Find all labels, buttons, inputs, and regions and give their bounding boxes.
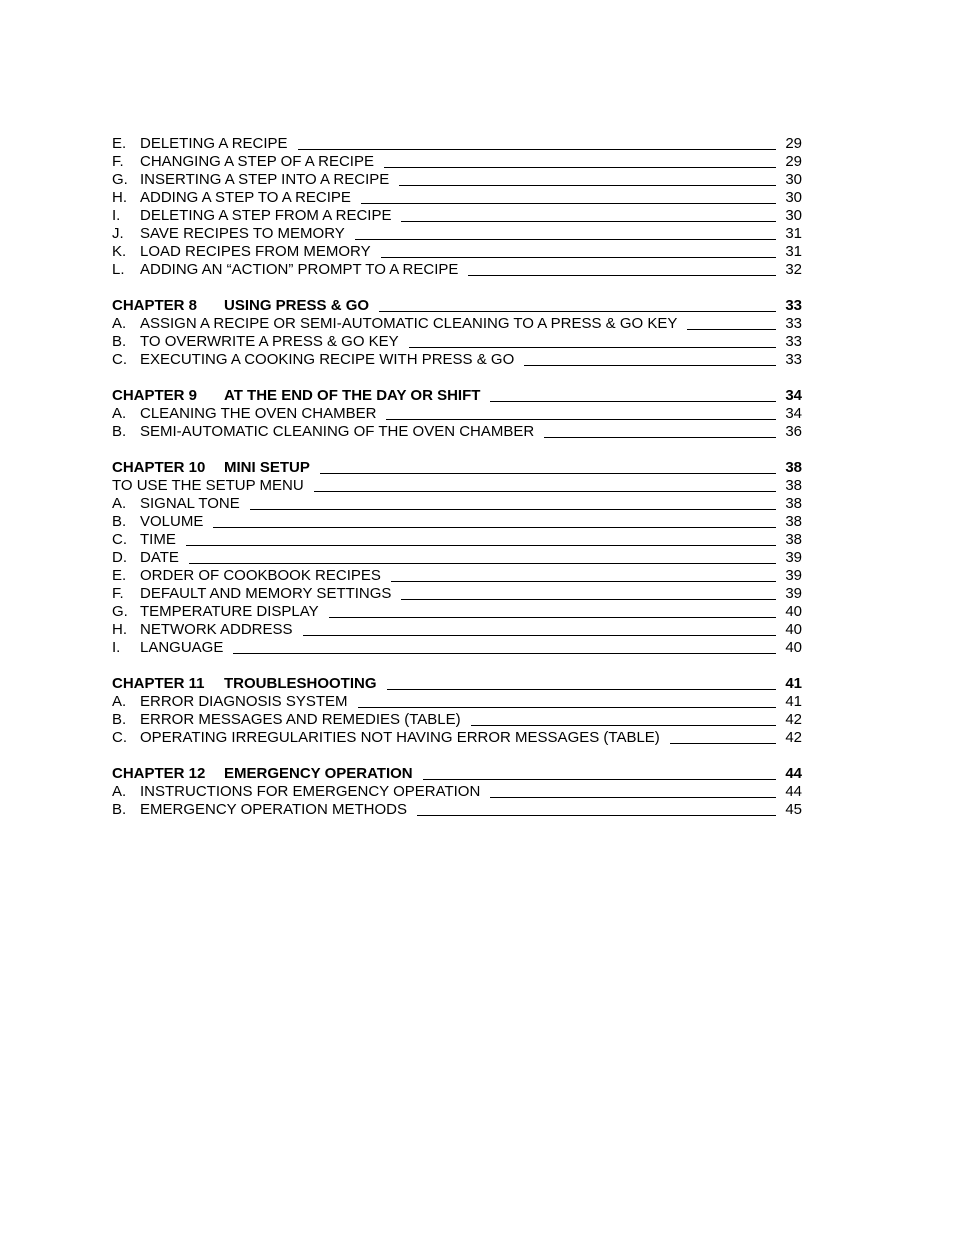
- toc-section: [112, 765, 802, 819]
- page-number: 30: [785, 207, 802, 224]
- dot-leader: [387, 677, 777, 690]
- dot-leader: [399, 173, 776, 186]
- chapter-title: EMERGENCY OPERATION: [224, 765, 413, 782]
- entry-letter: I.: [112, 639, 121, 656]
- chapter-heading[interactable]: [112, 297, 802, 315]
- dot-leader: [524, 353, 776, 366]
- entry-title: DELETING A RECIPE: [140, 135, 288, 152]
- entry-letter: A.: [112, 783, 127, 800]
- entry-title: TO USE THE SETUP MENU: [112, 477, 304, 494]
- toc-entry[interactable]: [112, 423, 802, 441]
- dot-leader: [490, 389, 776, 402]
- entry-title: INSTRUCTIONS FOR EMERGENCY OPERATION: [140, 783, 481, 800]
- page-number: 33: [785, 315, 802, 332]
- dot-leader: [298, 137, 776, 150]
- entry-title: ERROR DIAGNOSIS SYSTEM: [140, 693, 348, 710]
- entry-title: DATE: [140, 549, 179, 566]
- toc-entry[interactable]: [112, 207, 802, 225]
- page-number: 29: [785, 153, 802, 170]
- chapter-title: USING PRESS & GO: [224, 297, 370, 314]
- page-number: 39: [785, 549, 802, 566]
- dot-leader: [213, 515, 776, 528]
- toc-entry[interactable]: [112, 711, 802, 729]
- entry-title: SIGNAL TONE: [140, 495, 240, 512]
- toc-section: [112, 387, 802, 441]
- entry-letter: A.: [112, 405, 127, 422]
- toc-entry[interactable]: [112, 171, 802, 189]
- toc-entry[interactable]: [112, 405, 802, 423]
- toc-entry[interactable]: [112, 585, 802, 603]
- toc-section: [112, 675, 802, 747]
- entry-letter: B.: [112, 711, 127, 728]
- dot-leader: [186, 533, 776, 546]
- chapter-number: CHAPTER 12: [112, 765, 206, 782]
- page-number: 38: [785, 513, 802, 530]
- entry-letter: L.: [112, 261, 125, 278]
- page-number: 34: [785, 387, 802, 404]
- entry-title: TIME: [140, 531, 176, 548]
- page-number: 31: [785, 225, 802, 242]
- dot-leader: [303, 623, 776, 636]
- page-number: 30: [785, 171, 802, 188]
- entry-title: TEMPERATURE DISPLAY: [140, 603, 319, 620]
- toc-entry[interactable]: [112, 693, 802, 711]
- entry-letter: B.: [112, 423, 127, 440]
- toc-entry[interactable]: [112, 477, 802, 495]
- toc-entry[interactable]: [112, 729, 802, 747]
- toc-entry[interactable]: [112, 531, 802, 549]
- dot-leader: [379, 299, 776, 312]
- toc-entry[interactable]: [112, 513, 802, 531]
- chapter-title: MINI SETUP: [224, 459, 310, 476]
- dot-leader: [386, 407, 776, 420]
- dot-leader: [189, 551, 776, 564]
- entry-title: LOAD RECIPES FROM MEMORY: [140, 243, 371, 260]
- chapter-heading[interactable]: [112, 675, 802, 693]
- toc-entry[interactable]: [112, 639, 802, 657]
- chapter-title: TROUBLESHOOTING: [224, 675, 377, 692]
- entry-title: CLEANING THE OVEN CHAMBER: [140, 405, 377, 422]
- entry-letter: C.: [112, 729, 127, 746]
- page-number: 44: [785, 765, 802, 782]
- entry-title: ASSIGN A RECIPE OR SEMI-AUTOMATIC CLEANING TO A PRESS & GO KEY: [140, 315, 678, 332]
- entry-title: EMERGENCY OPERATION METHODS: [140, 801, 407, 818]
- toc-section: [112, 297, 802, 369]
- chapter-number: CHAPTER 10: [112, 459, 206, 476]
- entry-letter: I.: [112, 207, 121, 224]
- dot-leader: [471, 713, 776, 726]
- page-number: 38: [785, 495, 802, 512]
- page-number: 33: [785, 297, 802, 314]
- page-number: 39: [785, 567, 802, 584]
- dot-leader: [329, 605, 776, 618]
- page-number: 41: [785, 675, 802, 692]
- entry-letter: C.: [112, 531, 127, 548]
- page-number: 41: [785, 693, 802, 710]
- entry-title: ERROR MESSAGES AND REMEDIES (TABLE): [140, 711, 461, 728]
- toc-entry[interactable]: [112, 495, 802, 513]
- toc-entry[interactable]: [112, 351, 802, 369]
- page-number: 44: [785, 783, 802, 800]
- toc-entry[interactable]: [112, 801, 802, 819]
- entry-title: ADDING A STEP TO A RECIPE: [140, 189, 351, 206]
- page-number: 39: [785, 585, 802, 602]
- toc-section: [112, 459, 802, 657]
- toc-entry[interactable]: [112, 621, 802, 639]
- chapter-number: CHAPTER 8: [112, 297, 198, 314]
- chapter-heading[interactable]: [112, 387, 802, 405]
- toc-entry[interactable]: [112, 783, 802, 801]
- dot-leader: [384, 155, 776, 168]
- entry-title: SAVE RECIPES TO MEMORY: [140, 225, 345, 242]
- dot-leader: [320, 461, 776, 474]
- dot-leader: [314, 479, 776, 492]
- page-number: 38: [785, 531, 802, 548]
- entry-title: NETWORK ADDRESS: [140, 621, 293, 638]
- dot-leader: [381, 245, 776, 258]
- dot-leader: [401, 209, 776, 222]
- toc-entry[interactable]: [112, 333, 802, 351]
- page-number: 33: [785, 351, 802, 368]
- toc-entry[interactable]: [112, 567, 802, 585]
- toc-section: [112, 135, 802, 279]
- entry-letter: E.: [112, 135, 127, 152]
- entry-title: DEFAULT AND MEMORY SETTINGS: [140, 585, 392, 602]
- entry-letter: C.: [112, 351, 127, 368]
- entry-title: EXECUTING A COOKING RECIPE WITH PRESS & GO: [140, 351, 515, 368]
- entry-title: LANGUAGE: [140, 639, 224, 656]
- entry-title: VOLUME: [140, 513, 204, 530]
- entry-title: TO OVERWRITE A PRESS & GO KEY: [140, 333, 399, 350]
- page-number: 38: [785, 459, 802, 476]
- dot-leader: [358, 695, 776, 708]
- page-number: 42: [785, 729, 802, 746]
- table-of-contents: [112, 135, 802, 837]
- entry-title: ADDING AN “ACTION” PROMPT TO A RECIPE: [140, 261, 459, 278]
- toc-entry[interactable]: [112, 189, 802, 207]
- entry-letter: A.: [112, 315, 127, 332]
- page-number: 40: [785, 621, 802, 638]
- dot-leader: [490, 785, 776, 798]
- dot-leader: [670, 731, 776, 744]
- dot-leader: [355, 227, 776, 240]
- entry-letter: F.: [112, 585, 124, 602]
- entry-title: ORDER OF COOKBOOK RECIPES: [140, 567, 381, 584]
- entry-letter: K.: [112, 243, 127, 260]
- dot-leader: [423, 767, 776, 780]
- toc-entry[interactable]: [112, 261, 802, 279]
- toc-entry[interactable]: [112, 549, 802, 567]
- chapter-number: CHAPTER 9: [112, 387, 198, 404]
- page-number: 40: [785, 639, 802, 656]
- chapter-title: AT THE END OF THE DAY OR SHIFT: [224, 387, 481, 404]
- entry-letter: B.: [112, 333, 127, 350]
- toc-entry[interactable]: [112, 603, 802, 621]
- dot-leader: [401, 587, 776, 600]
- page-number: 38: [785, 477, 802, 494]
- page-number: 29: [785, 135, 802, 152]
- page-number: 45: [785, 801, 802, 818]
- dot-leader: [544, 425, 776, 438]
- chapter-heading[interactable]: [112, 459, 802, 477]
- chapter-number: CHAPTER 11: [112, 675, 205, 692]
- page-number: 34: [785, 405, 802, 422]
- toc-entry[interactable]: [112, 315, 802, 333]
- entry-letter: F.: [112, 153, 124, 170]
- dot-leader: [250, 497, 776, 510]
- entry-letter: H.: [112, 189, 127, 206]
- entry-letter: H.: [112, 621, 127, 638]
- page-number: 36: [785, 423, 802, 440]
- dot-leader: [417, 803, 776, 816]
- toc-entry[interactable]: [112, 225, 802, 243]
- toc-entry[interactable]: [112, 135, 802, 153]
- entry-letter: G.: [112, 603, 128, 620]
- entry-letter: D.: [112, 549, 127, 566]
- page-number: 33: [785, 333, 802, 350]
- page-number: 32: [785, 261, 802, 278]
- toc-entry[interactable]: [112, 243, 802, 261]
- page-number: 42: [785, 711, 802, 728]
- page-number: 31: [785, 243, 802, 260]
- entry-title: OPERATING IRREGULARITIES NOT HAVING ERROR MESSAGES (TABLE): [140, 729, 660, 746]
- entry-letter: B.: [112, 513, 127, 530]
- dot-leader: [687, 317, 776, 330]
- entry-title: SEMI-AUTOMATIC CLEANING OF THE OVEN CHAMBER: [140, 423, 535, 440]
- entry-title: DELETING A STEP FROM A RECIPE: [140, 207, 392, 224]
- entry-letter: B.: [112, 801, 127, 818]
- chapter-heading[interactable]: [112, 765, 802, 783]
- dot-leader: [361, 191, 776, 204]
- dot-leader: [468, 263, 776, 276]
- entry-letter: G.: [112, 171, 128, 188]
- page-number: 40: [785, 603, 802, 620]
- entry-letter: J.: [112, 225, 124, 242]
- entry-letter: E.: [112, 567, 127, 584]
- toc-entry[interactable]: [112, 153, 802, 171]
- dot-leader: [409, 335, 776, 348]
- entry-title: INSERTING A STEP INTO A RECIPE: [140, 171, 390, 188]
- page-number: 30: [785, 189, 802, 206]
- entry-title: CHANGING A STEP OF A RECIPE: [140, 153, 374, 170]
- dot-leader: [233, 641, 776, 654]
- entry-letter: A.: [112, 693, 127, 710]
- dot-leader: [391, 569, 776, 582]
- entry-letter: A.: [112, 495, 127, 512]
